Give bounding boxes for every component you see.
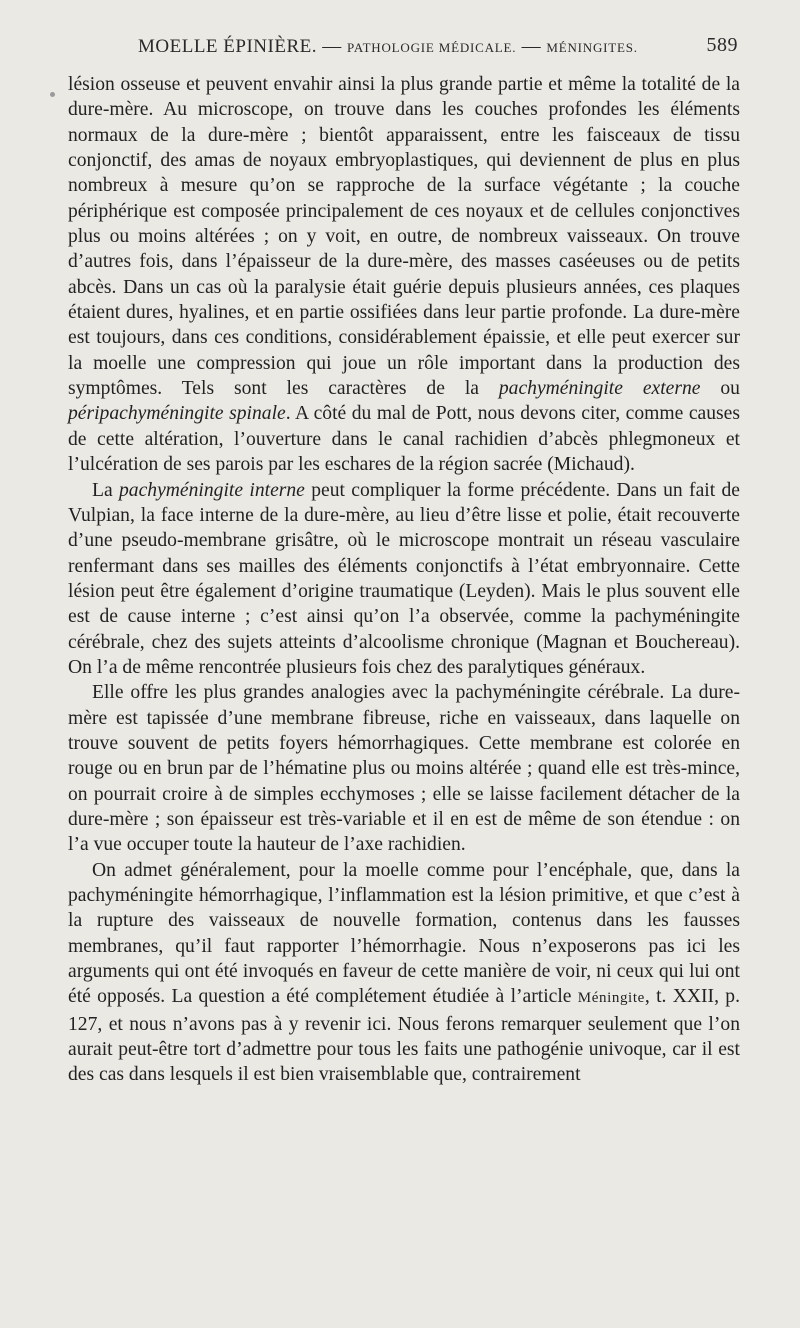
running-head bbox=[68, 32, 740, 62]
italic-term: pachyméningite interne bbox=[119, 479, 305, 501]
paragraph-1: lésion osseuse et peuvent envahir ainsi la plus grande partie et même la totalité de la dure-mère. Au microscope, on trouve dans les couches profondes les éléments normaux de la dure-mère ; bientôt apparaissent, entre les faisceaux de tissu conjonctif, des amas de noyaux embryoplastiques, qui deviennent de plus en plus nombreux à mesure qu’on se rapproche de la surface végétante ; la couche périphérique est composée principalement de ces noyaux et de cellules conjonctives plus ou moins altérées ; on y voit, en outre, de nombreux vaisseaux. On trouve d’autres fois, dans l’épaisseur de la dure-mère, des masses caséeuses ou de petits abcès. Dans un cas où la paralysie était guérie depuis plusieurs années, ces plaques étaient dures, hyalines, et en partie ossifiées dans leur partie profonde. La dure-mère est toujours, dans ces conditions, considérablement épaissie, et elle peut exercer sur la moelle une compression qui joue un rôle important dans la production des symptômes. Tels sont les caractères de la pachyméningite externe ou péripachyméningite spinale. A côté du mal de Pott, nous devons citer, comme causes de cette altération, l’ouverture dans le canal rachidien d’abcès phlegmoneux et l’ulcération de ses parois par les eschares de la région sacrée (Michaud). bbox=[68, 74, 740, 476]
paragraph-2: La pachyméningite interne peut compliquer la forme précédente. Dans un fait de Vulpian, la face interne de la dure-mère, au lieu d’être lisse et polie, était recouverte d’une pseudo-membrane grisâtre, où le microscope montrait un réseau vasculaire renfermant dans ses mailles des éléments conjonctifs à l’état embryonnaire. Cette lésion peut être également d’origine traumatique (Leyden). Mais le plus souvent elle est de cause interne ; c’est ainsi qu’on l’a observée, comme la pachyméningite cérébrale, chez des sujets atteints d’alcoolisme chronique (Magnan et Bouchereau). On l’a de même rencontrée plusieurs fois chez des paralytiques généraux. bbox=[68, 479, 740, 678]
italic-term: pachyméningite externe bbox=[498, 378, 701, 400]
header-title: MOELLE ÉPINIÈRE. bbox=[138, 36, 317, 57]
paragraph-4: On admet généralement, pour la moelle comme pour l’encéphale, que, dans la pachyméningite hémorrhagique, l’inflammation est la lésion primitive, et que c’est à la rupture des vaisseaux de nouvelle formation, contenus dans les fausses membranes, qu’il faut rapporter l’hémorrhagie. Nous n’exposerons pas ici les arguments qui ont été invoqués en faveur de cette manière de voir, ni ceux qui lui ont été opposés. La question a été complétement étudiée à l’article Méningite, t. XXII, p. 127, et nous n’avons pas à y revenir ici. Nous ferons remarquer seulement que l’on aurait peut-être tort d’admettre pour tous les faits une pathogénie univoque, car il est des cas dans lesquels il est bien vraisemblable que, contrairement bbox=[68, 859, 740, 1086]
paragraph-3: Elle offre les plus grandes analogies avec la pachyméningite cérébrale. La dure-mère est tapissée d’une membrane fibreuse, riche en vaisseaux, dans laquelle on trouve souvent de petits foyers hémorrhagiques. Cette membrane est colorée en rouge ou en brun par de l’hématine plus ou moins altérée ; quand elle est très-mince, on pourrait croire à de simples ecchymoses ; elle se laisse facilement détacher de la dure-mère ; son épaisseur est très-variable et il en est de même de son étendue : on l’a vue occuper toute la hauteur de l’axe rachidien. bbox=[68, 682, 740, 856]
header-dash: — bbox=[516, 36, 547, 57]
running-head-text bbox=[138, 36, 638, 58]
italic-term: péripachyméningite spinale bbox=[68, 403, 286, 425]
header-section: PATHOLOGIE MÉDICALE. bbox=[346, 40, 517, 55]
header-dash: — bbox=[316, 36, 347, 57]
page-number: 589 bbox=[706, 34, 738, 56]
paper-speck bbox=[50, 92, 55, 97]
header-subsection: MÉNINGITES. bbox=[546, 40, 638, 55]
body-text bbox=[68, 72, 740, 1088]
small-caps-reference: Méningite bbox=[577, 990, 645, 1007]
